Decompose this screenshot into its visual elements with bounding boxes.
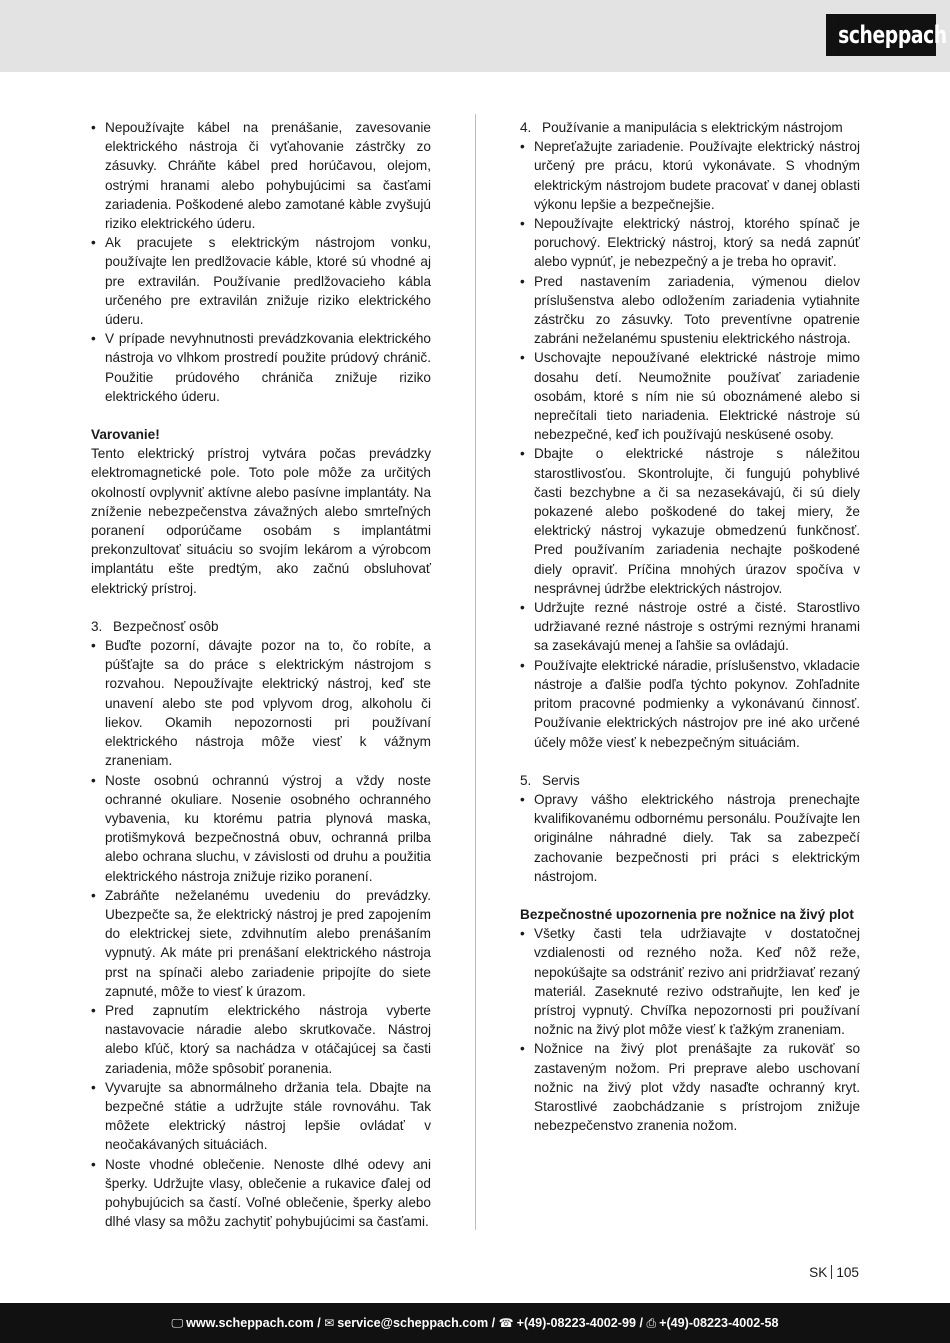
list-item: • Vyvarujte sa abnormálneho držania tela. Dbajte na bezpečné státie a udržujte stále rovnováhu. Tak môžete elektrický nástroj lepšie ovládať v neočakávaných situáciách. [91,1078,431,1155]
list-item: • Noste vhodné oblečenie. Nenoste dlhé odevy ani šperky. Udržujte vlasy, oblečenie a rukavice ďalej od pohybujúcich sa častí. Voľné oblečenie, šperky alebo dlhé vlasy sa môžu zachytiť pohybujúcimi sa časťami. [91,1155,431,1232]
bullet-list [520,137,860,752]
brand-logo-text: scheppach [838,14,924,56]
list-item: • Dbajte o elektrické nástroje s náležitou starostlivosťou. Skontrolujte, či fungujú pohyblivé časti bezchybne a či sa nezasekávajú, či sú diely pokazené alebo poškodené do takej miery, že elektrický nástroj vykazuje obmedzenú funkčnosť. Pred používaním zariadenia nechajte poškodené diely opraviť. Príčina mnohých úrazov spočíva v nesprávnej údržbe elektrických nástrojov. [520,444,860,598]
list-item: • Zabráňte neželanému uvedeniu do prevádzky. Ubezpečte sa, že elektrický nástroj je pred zapojením do elektrickej siete, zdvihnutím alebo prenášaním vypnutý. Ak máte pri prenášaní elektrického nástroja prst na spínači alebo zariadenie pripojíte do siete zapnuté, môže to viesť k úrazom. [91,886,431,1001]
section-number: 5. [520,772,532,788]
footer-phone: +(49)-08223-4002-99 / [516,1316,643,1330]
mail-icon: ✉ [324,1316,335,1330]
list-item: • Noste osobnú ochrannú výstroj a vždy noste ochranné okuliare. Nosenie osobného ochranného vybavenia, ku ktorému patria plynová maska, protišmyková bezpečnostná obuv, ochranná prilba alebo ochrana sluchu, v závislosti od druhu a použitia elektrického nástroja znižuje riziko poranení. [91,771,431,886]
list-item: • Nepreťažujte zariadenie. Používajte elektrický nástroj určený pre prácu, ktorú vykonávate. S vhodným elektrickým nástrojom budete pracovať v danej oblasti výkonu lepšie a bezpečnejšie. [520,137,860,214]
section-title: Bezpečnosť osôb [113,618,219,634]
list-item: • Nožnice na živý plot prenášajte za rukoväť so zastaveným nožom. Pri preprave alebo uschovaní nožnic na živý plot vždy nasaďte ochranný kryt. Starostlivé zaobchádzanie s prístrojom znižuje nebezpečenstvo zranenia nožom. [520,1039,860,1135]
list-item: • Nepoužívajte kábel na prenášanie, zavesovanie elektrického nástroja či vyťahovanie zástrčky zo zásuvky. Chráňte kábel pred horúčavou, olejom, ostrými hranami alebo pohybujúcimi sa časťami zariadenia. Poškodené alebo zamotané kàble zvyšujú riziko elektrického úderu. [91,118,431,233]
hedge-safety-heading: Bezpečnostné upozornenia pre nožnice na živý plot [520,906,854,922]
section-title: Servis [542,772,580,788]
footer-bar [0,1303,950,1343]
column-divider [475,114,476,1230]
section-heading [91,617,431,636]
list-item: • Používajte elektrické náradie, príslušenstvo, vkladacie nástroje a ďalšie podľa týchto pokynov. Zohľadnite pritom pracovné podmienky a vykonávanú činnosť. Používanie elektrických nástrojov pre iné ako určené účely môže viesť k nebezpečným situáciám. [520,656,860,752]
section-number: 4. [520,120,532,135]
bullet-list [91,118,431,406]
language-code: SK [809,1265,828,1280]
footer-website[interactable]: www.scheppach.com / [186,1316,321,1330]
bullet-list [91,636,431,1231]
fax-icon: ⎙ [646,1316,657,1330]
page-number: 105 [836,1265,859,1280]
page-separator [831,1265,832,1279]
right-column [520,118,860,1135]
phone-icon: ☎ [498,1316,514,1330]
list-item: • Udržujte rezné nástroje ostré a čisté. Starostlivo udržiavané rezné nástroje s ostrými reznými hranami sa zasekávajú menej a ľahšie sa ovládajú. [520,598,860,656]
section-heading [520,118,860,137]
warning-text: Tento elektrický prístroj vytvára počas prevádzky elektromagnetické pole. Toto pole môže za určitých okolností ovplyvniť aktívne alebo pasívne implantáty. Na zníženie nebezpečenstva závažných alebo smrteľných poranení odporúčame osobám s implantátmi prekonzultovať situáciu so svojím lekárom a výrobcom implantátu ešte predtým, ako začnú obsluhovať elektrický prístroj. [91,446,431,596]
warning-heading: Varovanie! [91,427,160,443]
list-item: • Všetky časti tela udržiavajte v dostatočnej vzdialenosti od rezného noža. Keď nôž reže, nepokúšajte sa odstrániť rezivo ani pridržiavať rezaný materiál. Zaseknuté rezivo odstraňujte, len keď je prístroj vypnutý. Chvíľka nepozornosti pri používaní nožnic na živý plot môže viesť k ťažkým zraneniam. [520,924,860,1039]
list-item: • Pred nastavením zariadenia, výmenou dielov príslušenstva alebo odložením zariadenia vytiahnite zástrčku zo zásuvky. Toto preventívne opatrenie zabráni neželanému spusteniu elektrického nástroja. [520,272,860,349]
list-item: • Ak pracujete s elektrickým nástrojom vonku, používajte len predlžovacie káble, ktoré sú vhodné aj pre extravilán. Používanie predlžovacieho kábla určeného pre extravilán znižuje riziko elektrického úderu. [91,233,431,329]
section-number: 3. [91,618,103,634]
page-indicator [809,1265,859,1280]
footer-email[interactable]: service@scheppach.com / [337,1316,496,1330]
footer-fax: +(49)-08223-4002-58 [659,1316,779,1330]
left-column [91,118,431,1231]
section-title: Používanie a manipulácia s elektrickým nástrojom [542,120,843,135]
bullet-list [520,924,860,1135]
list-item: • Nepoužívajte elektrický nástroj, ktorého spínač je poruchový. Elektrický nástroj, ktorý sa nedá zapnúť alebo vypnúť, je nebezpečný a je treba ho opraviť. [520,214,860,272]
monitor-icon: 🖵 [171,1316,184,1330]
list-item: • Buďte pozorní, dávajte pozor na to, čo robíte, a púšťajte sa do práce s elektrickým nástrojom s rozvahou. Nepoužívajte elektrický nástroj, keď ste unavení alebo ste pod vplyvom drog, alkoholu či liekov. Okamih nepozornosti pri používaní elektrického nástroja môže viesť k vážnym zraneniam. [91,636,431,770]
list-item: • Opravy vášho elektrického nástroja prenechajte kvalifikovanému odbornému personálu. Používajte len originálne náhradné diely. Tak sa zabezpečí zachovanie bezpečnosti pri práci s elektrickým nástrojom. [520,790,860,886]
section-heading [520,771,860,790]
list-item: • V prípade nevyhnutnosti prevádzkovania elektrického nástroja vo vlhkom prostredí použite prúdový chránič. Použitie prúdového chrániča znižuje riziko elektrického úderu. [91,329,431,406]
list-item: • Uschovajte nepoužívané elektrické nástroje mimo dosahu detí. Neumožnite používať zariadenie osobám, ktoré s ním nie sú oboznámené alebo si neprečítali tieto nariadenia. Elektrické nástroje sú nebezpečné, keď ich používajú neskúsené osoby. [520,348,860,444]
bullet-list [520,790,860,886]
header-bar [0,0,950,72]
list-item: • Pred zapnutím elektrického nástroja vyberte nastavovacie náradie alebo skrutkovače. Nástroj alebo kľúč, ktorý sa nachádza v otáčajúcej sa časti zariadenia, môže spôsobiť poranenia. [91,1001,431,1078]
